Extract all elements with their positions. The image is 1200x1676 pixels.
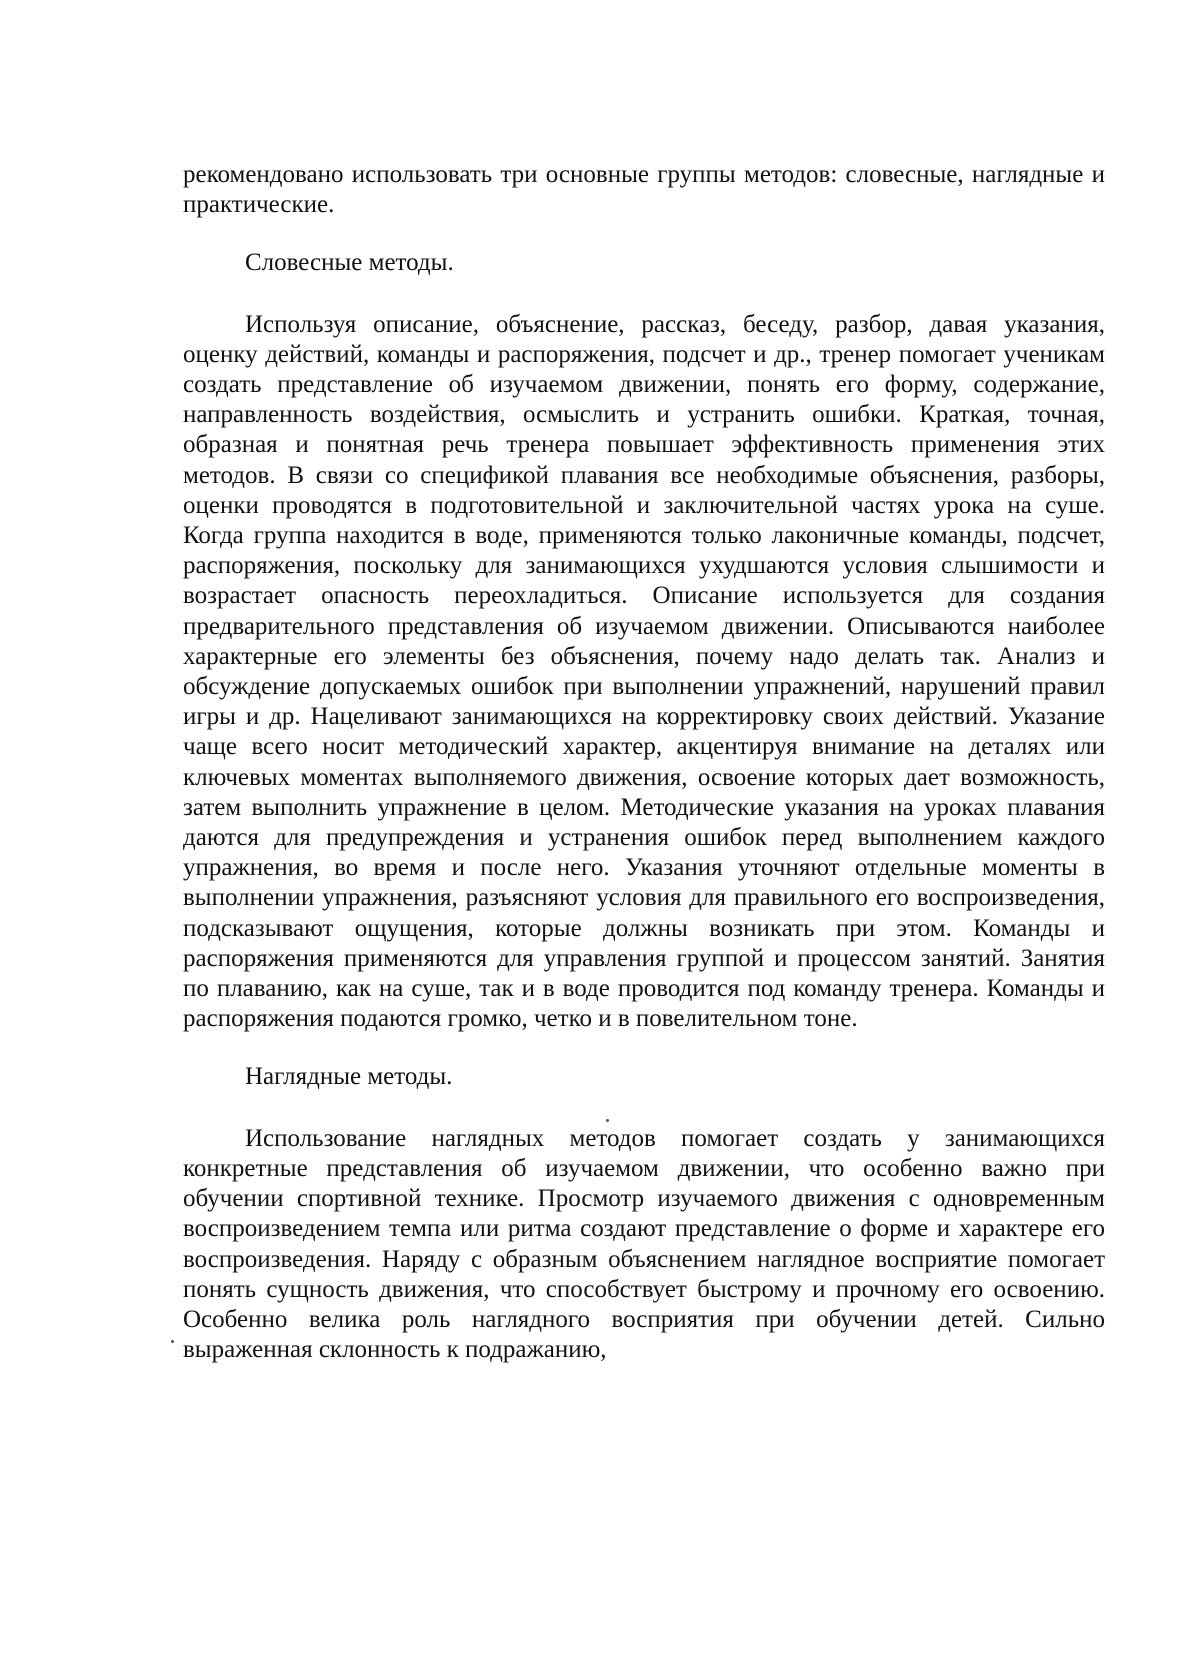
scan-speck <box>171 1340 174 1343</box>
document-body <box>183 160 1105 1365</box>
section-heading-visual-methods: Наглядные методы. <box>245 1063 453 1091</box>
paragraph-visual-methods: Использование наглядных методов помогает создать у занимающихся конкретные представления об изучаемом движении, что особенно важно при обучении спортивной технике. Просмотр изучаемого движения с одновременным воспроизведением темпа или ритма создают представление о форме и характере его воспроизведения. Наряду с образным объяснением наглядное восприятие помогает понять сущность движения, что способствует быстрому и прочному его освоению. Особенно велика роль наглядного восприятия при обучении детей. Сильно выраженная склонность к подражанию, <box>183 1124 1105 1364</box>
paragraph-verbal-methods: Используя описание, объяснение, рассказ, беседу, разбор, давая указания, оценку действий, команды и распоряжения, подсчет и др., тренер помогает ученикам создать представление об изучаемом движении, понять его форму, содержание, направленность воздействия, осмыслить и устранить ошибки. Краткая, точная, образная и понятная речь тренера повышает эффективность применения этих методов. В связи со спецификой плавания все необходимые объяснения, разборы, оценки проводятся в подготовительной и заключительной частях урока на суше. Когда группа находится в воде, применяются только лаконичные команды, подсчет, распоряжения, поскольку для занимающихся ухудшаются условия слышимости и возрастает опасность переохладиться. Описание используется для создания предварительного представления об изучаемом движении. Описываются наиболее характерные его элементы без объяснения, почему надо делать так. Анализ и обсуждение допускаемых ошибок при выполнении упражнений, нарушений правил игры и др. Нацеливают занимающихся на корректировку своих действий. Указание чаще всего носит методический характер, акцентируя внимание на деталях или ключевых моментах выполняемого движения, освоение которых дает возможность, затем выполнить упражнение в целом. Методические указания на уроках плавания даются для предупреждения и устранения ошибок перед выполнением каждого упражнения, во время и после него. Указания уточняют отдельные моменты в выполнении упражнения, разъясняют условия для правильного его воспроизведения, подсказывают ощущения, которые должны возникать при этом. Команды и распоряжения применяются для управления группой и процессом занятий. Занятия по плаванию, как на суше, так и в воде проводится под команду тренера. Команды и распоряжения подаются громко, четко и в повелительном тоне. <box>183 310 1105 1033</box>
section-heading-verbal-methods: Словесные методы. <box>245 249 454 277</box>
scan-speck <box>606 1119 609 1122</box>
intro-paragraph: рекомендовано использовать три основные группы методов: словесные, наглядные и практические. <box>183 161 1105 219</box>
